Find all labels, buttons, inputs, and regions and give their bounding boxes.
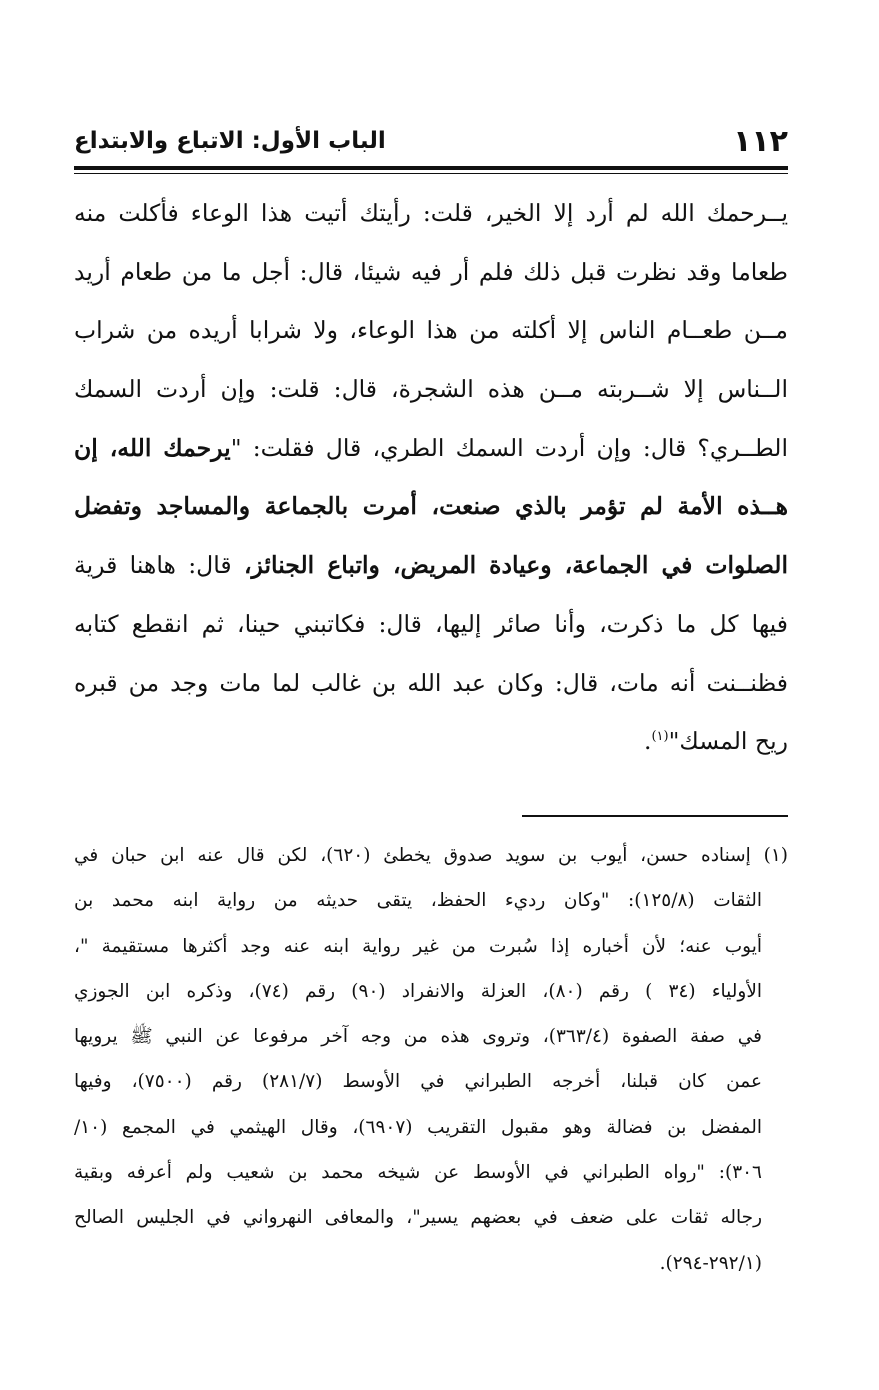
main-text-final-line: [74, 712, 788, 771]
text-segment: الطــري؟ قال: وإن أردت السمك الطري، قال فقلت: ": [230, 433, 788, 462]
page-header: [74, 118, 788, 164]
bold-text-segment: يرحمك الله، إن: [74, 433, 231, 462]
main-text-line: [74, 243, 788, 302]
footnotes: [74, 833, 788, 1286]
main-text-line: [74, 536, 788, 595]
footnote-line: رجاله ثقات على ضعف في بعضهم يسير"، والمعافى النهرواني في الجليس الصالح: [74, 1207, 762, 1229]
main-text-line: [74, 477, 788, 536]
footnote-line: ٣٠٦): "رواه الطبراني في الأوسط عن شيخه محمد بن شعيب ولم أعرفه وبقية: [74, 1162, 762, 1184]
main-text-line: [74, 419, 788, 478]
footnote-line: (١) إسناده حسن، أيوب بن سويد صدوق يخطئ (٦٢٠)، لكن قال عنه ابن حبان في: [74, 845, 788, 866]
text-segment: الــناس إلا شــربته مــن هذه الشجرة، قال: قلت: وإن أردت السمك: [74, 375, 788, 404]
footnote-line: أيوب عنه؛ لأن أخباره إذا سُبرت من غير رواية ابنه عنه وجد أكثرها مستقيمة "،: [74, 935, 762, 957]
bold-text-segment: الصلوات في الجماعة، وعيادة المريض، واتباع الجنائز،: [243, 551, 788, 580]
text-segment: مــن طعــام الناس إلا أكلته من هذا الوعاء، ولا شرابا أريده من شراب: [74, 316, 788, 345]
footnote-line: عمن كان قبلنا، أخرجه الطبراني في الأوسط (٢٨١/٧) رقم (٧٥٠٠)، وفيها: [74, 1071, 762, 1093]
footnote-separator: [522, 815, 788, 817]
main-text-line: [74, 301, 788, 360]
main-text-lines: [74, 184, 788, 712]
main-text-line: [74, 654, 788, 713]
text-segment: طعاما وقد نظرت قبل ذلك فلم أر فيه شيئا، قال: أجل ما من طعام أريد: [74, 257, 788, 286]
final-line-end: .: [643, 727, 652, 756]
footnote-ref-marker: (١): [651, 729, 669, 745]
main-text-line: [74, 184, 788, 243]
footnote-line: في صفة الصفوة (٣٦٣/٤)، وتروى هذه من وجه آخر مرفوعا عن النبي ﷺ يرويها: [74, 1026, 762, 1048]
footnote-line: الثقات (١٢٥/٨): "وكان رديء الحفظ، يتقى حديثه من رواية ابنه محمد بن: [74, 890, 762, 912]
page-number: ١١٢: [733, 123, 788, 159]
main-text: [74, 184, 788, 771]
main-text-line: [74, 360, 788, 419]
text-segment: قال: هاهنا قرية: [74, 551, 244, 580]
footnote-line: الأولياء (٣٤ ) رقم (٨٠)، العزلة والانفراد (٩٠) رقم (٧٤)، وذكره ابن الجوزي: [74, 980, 763, 1002]
bold-text-segment: هــذه الأمة لم تؤمر بالذي صنعت، أمرت بالجماعة والمساجد وتفضل: [74, 492, 788, 521]
text-segment: فيها كل ما ذكرت، وأنا صائر إليها، قال: فكاتبني حينا، ثم انقطع كتابه: [74, 609, 788, 638]
final-line-text: ريح المسك": [668, 727, 788, 756]
header-rule-thick: [74, 166, 788, 170]
header-rule-thin: [74, 173, 788, 174]
footnote-line: المفضل بن فضالة وهو مقبول التقريب (٦٩٠٧)، وقال الهيثمي في المجمع (١٠/: [74, 1116, 763, 1138]
text-segment: فظنــنت أنه مات، قال: وكان عبد الله بن غالب لما مات وجد من قبره: [74, 668, 788, 697]
text-segment: يــرحمك الله لم أرد إلا الخير، قلت: رأيتك أتيت هذا الوعاء فأكلت منه: [74, 199, 788, 227]
running-title: الباب الأول: الاتباع والابتداع: [74, 128, 386, 154]
footnote-line: (٢٩٢/١-٢٩٤).: [659, 1252, 762, 1274]
main-text-line: [74, 595, 788, 654]
